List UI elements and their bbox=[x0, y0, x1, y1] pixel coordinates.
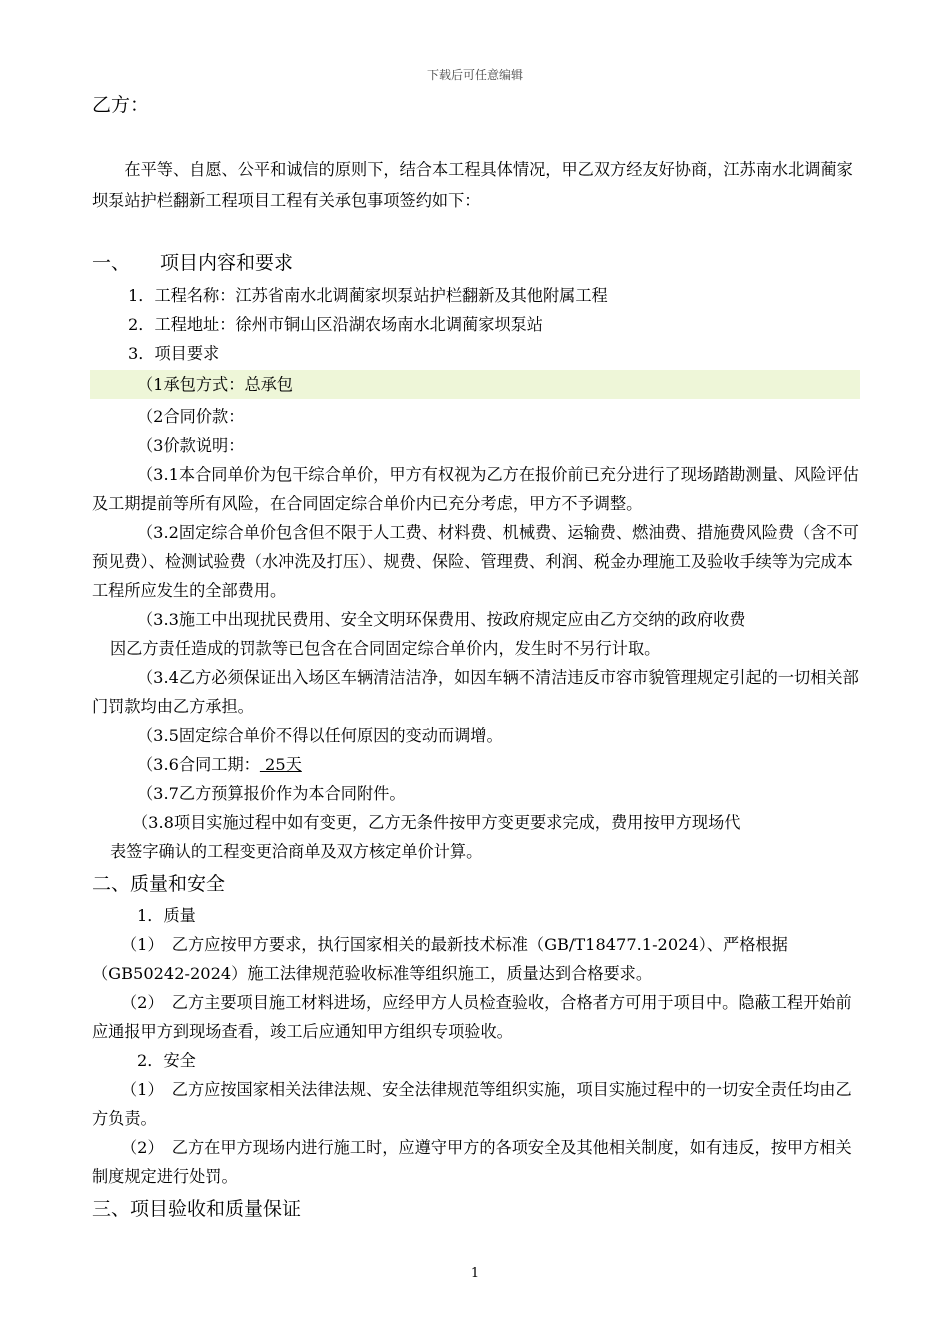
page-header-note: 下载后可任意编辑 bbox=[426, 68, 523, 82]
item-project-name: 1．工程名称：江苏省南水北调蔺家坝泵站护栏翻新及其他附属工程 bbox=[128, 286, 608, 305]
document-body bbox=[92, 88, 860, 1226]
clause-3-5: （3.5固定综合单价不得以任何原因的变动而调增。 bbox=[137, 726, 503, 745]
party-b-label: 乙方： bbox=[92, 94, 150, 116]
clause-3-8-line1: （3.8项目实施过程中如有变更，乙方无条件按甲方变更要求完成，费用按甲方现场代 bbox=[132, 813, 741, 832]
clause-3-8-line2: 表签字确认的工程变更洽商单及双方核定单价计算。 bbox=[110, 842, 483, 861]
page-number: 1 bbox=[470, 1266, 480, 1281]
req-contract-mode-label: （1承包方式： bbox=[137, 375, 245, 394]
safety-clause-1: （1） 乙方应按国家相关法律法规、安全法律规范等组织实施，项目实施过程中的一切安全责任均由乙方负责。 bbox=[92, 1080, 852, 1128]
req-price-notes: （3价款说明： bbox=[137, 436, 245, 455]
intro-paragraph: 在平等、自愿、公平和诚信的原则下，结合本工程具体情况，甲乙双方经友好协商，江苏南水北调蔺家坝泵站护栏翻新工程项目工程有关承包事项签约如下： bbox=[92, 160, 853, 210]
clause-3-4: （3.4乙方必须保证出入场区车辆清洁洁净，如因车辆不清洁违反市容市貌管理规定引起的一切相关部门罚款均由乙方承担。 bbox=[92, 668, 859, 716]
clause-3-6 bbox=[92, 750, 860, 779]
contract-duration-value: 25天 bbox=[259, 755, 302, 774]
clause-3-3 bbox=[92, 605, 860, 663]
clause-3-7: （3.7乙方预算报价作为本合同附件。 bbox=[137, 784, 406, 803]
req-contract-price: （2合同价款： bbox=[137, 407, 245, 426]
clause-3-3-line2: 因乙方责任造成的罚款等已包含在合同固定综合单价内，发生时不另行计取。 bbox=[110, 639, 661, 658]
section-1-heading bbox=[92, 247, 860, 280]
section-1-number: 一、 bbox=[92, 252, 131, 274]
req-contract-mode-value: 总承包 bbox=[244, 375, 293, 394]
safety-subheading: 2．安全 bbox=[137, 1051, 196, 1070]
quality-clause-2: （2） 乙方主要项目施工材料进场，应经甲方人员检查验收，合格者方可用于项目中。隐蔽工程开始前应通报甲方到现场查看，竣工后应通知甲方组织专项验收。 bbox=[92, 993, 852, 1041]
quality-clause-1: （1） 乙方应按甲方要求，执行国家相关的最新技术标准（GB/T18477.1-2024）、严格根据（GB50242-2024）施工法律规范验收标准等组织施工，质量达到合格要求。 bbox=[92, 935, 788, 983]
clause-3-2: （3.2固定综合单价包含但不限于人工费、材料费、机械费、运输费、燃油费、措施费风险费（含不可预见费）、检测试验费（水冲洗及打压）、规费、保险、管理费、利润、税金办理施工及验收手续等为完成本工程所应发生的全部费用。 bbox=[92, 523, 859, 600]
section-2-heading: 二、质量和安全 bbox=[92, 873, 226, 895]
quality-subheading: 1．质量 bbox=[137, 906, 196, 925]
item-project-requirements: 3．项目要求 bbox=[128, 344, 220, 363]
section-3-heading: 三、项目验收和质量保证 bbox=[92, 1198, 302, 1220]
clause-3-6-label: （3.6合同工期： bbox=[137, 755, 260, 774]
clause-3-8 bbox=[92, 808, 860, 866]
section-1-title: 项目内容和要求 bbox=[160, 252, 294, 274]
req-contract-mode bbox=[90, 370, 860, 399]
clause-3-3-line1: （3.3施工中出现扰民费用、安全文明环保费用、按政府规定应由乙方交纳的政府收费 bbox=[137, 610, 746, 629]
item-project-address: 2．工程地址：徐州市铜山区沿湖农场南水北调蔺家坝泵站 bbox=[128, 315, 543, 334]
safety-clause-2: （2） 乙方在甲方现场内进行施工时，应遵守甲方的各项安全及其他相关制度，如有违反，按甲方相关制度规定进行处罚。 bbox=[92, 1138, 852, 1186]
clause-3-1: （3.1本合同单价为包干综合单价，甲方有权视为乙方在报价前已充分进行了现场踏勘测量、风险评估及工期提前等所有风险，在合同固定综合单价内已充分考虑，甲方不予调整。 bbox=[92, 465, 859, 513]
